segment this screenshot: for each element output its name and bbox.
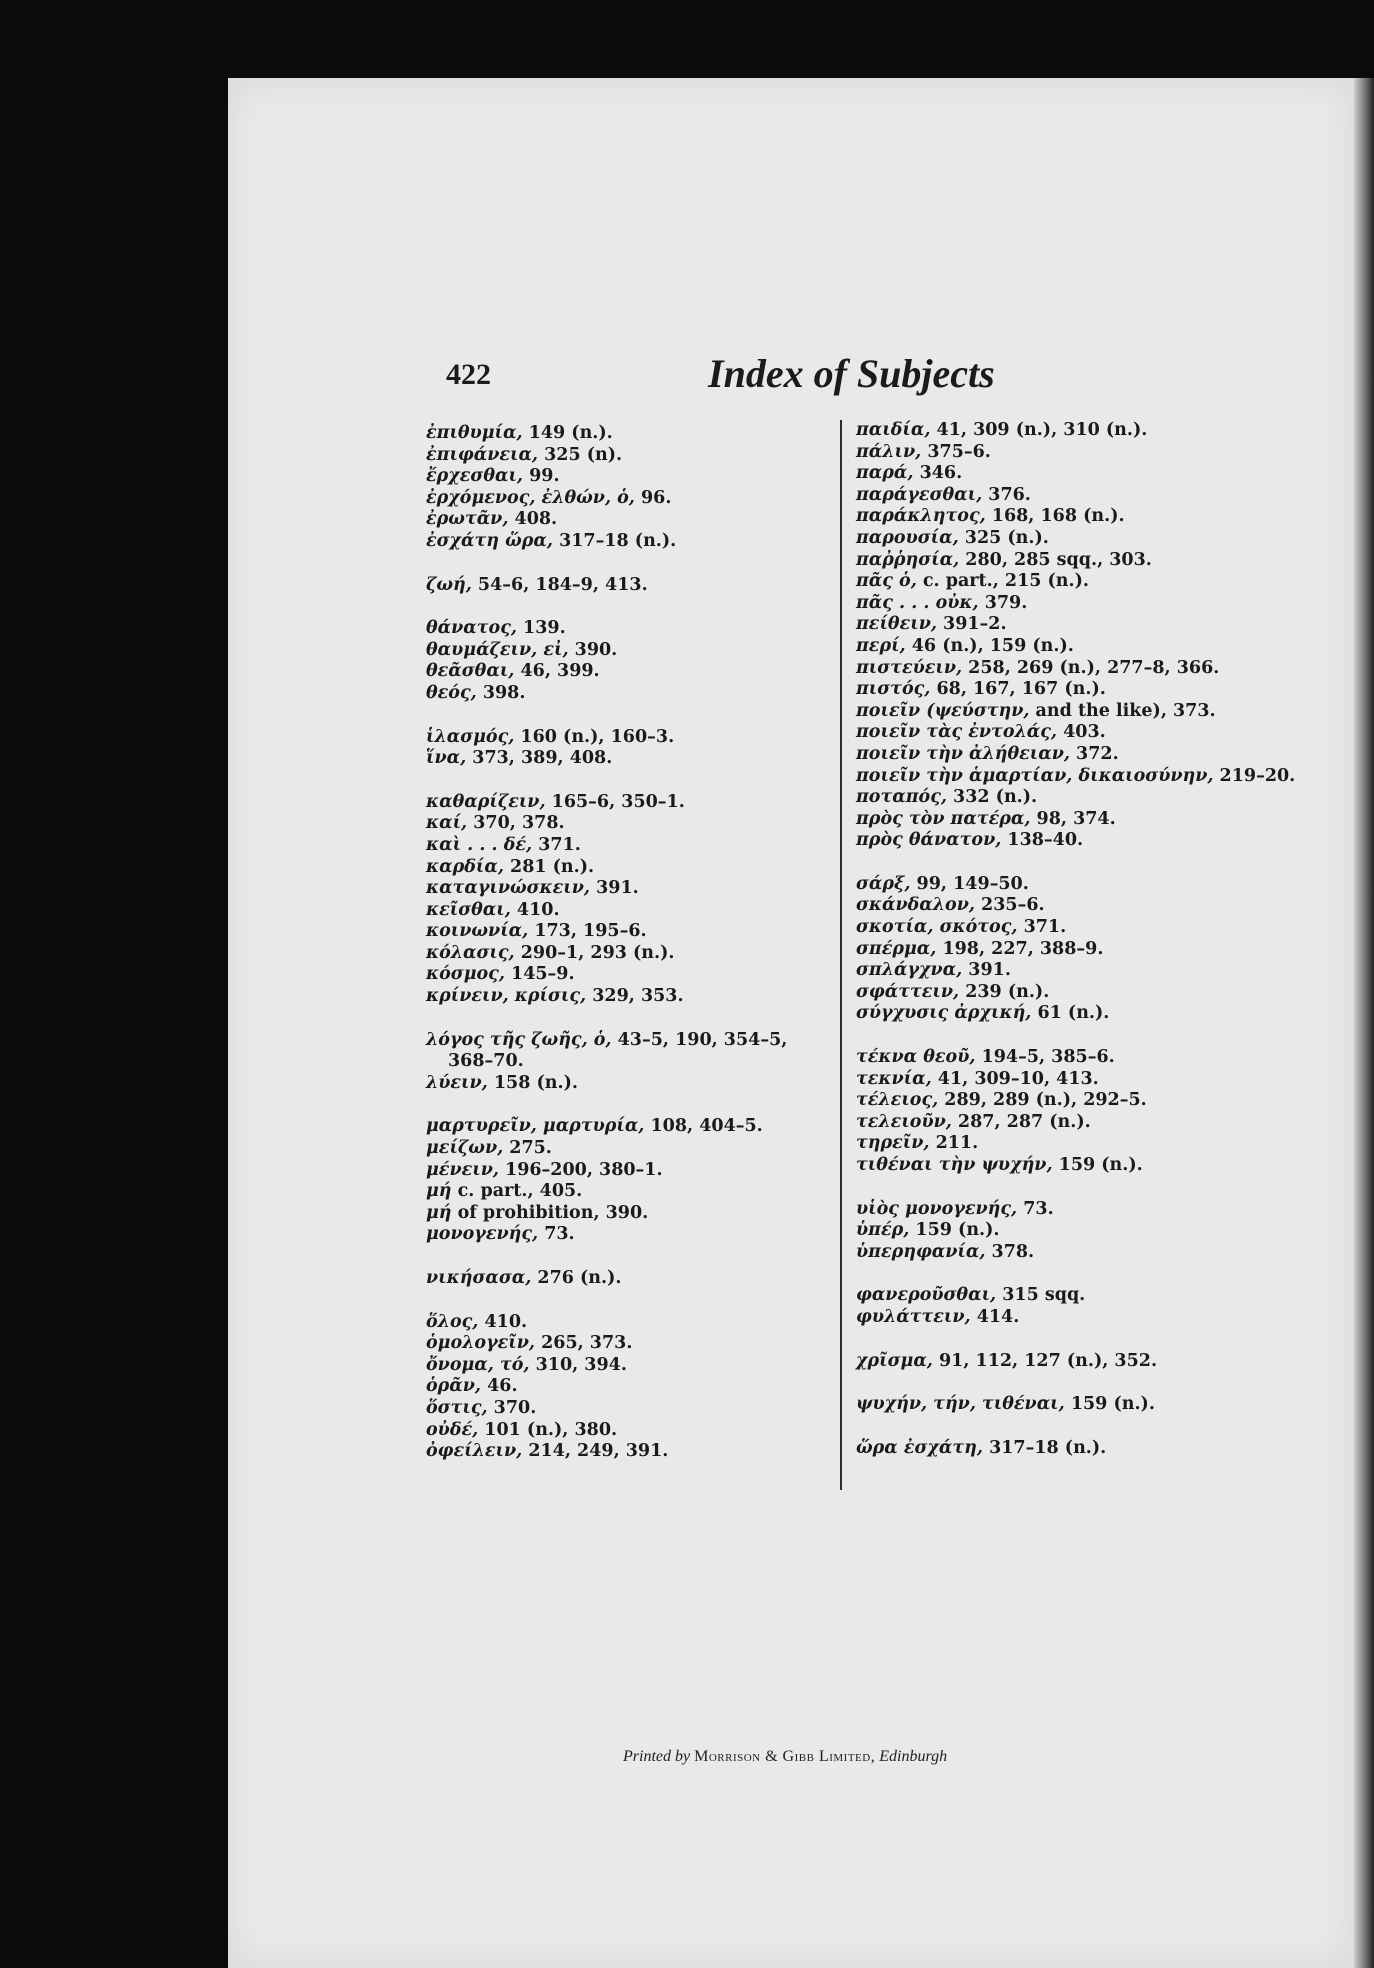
index-entry: [426, 1203, 876, 1225]
index-group: [856, 874, 1356, 1025]
entry-references: 370, 378.: [467, 813, 565, 834]
entry-term: ποιεῖν τὰς ἐντολάς,: [856, 722, 1057, 743]
entry-term: πρὸς θάνατον,: [856, 830, 1002, 851]
entry-references: 160 (n.), 160–3.: [514, 726, 675, 747]
index-entry: [856, 1438, 1356, 1460]
index-entry: [856, 571, 1356, 593]
entry-references: 138–40.: [1001, 830, 1084, 851]
index-entry: [856, 1003, 1356, 1025]
entry-references: 332 (n.).: [946, 787, 1038, 808]
entry-references: 375–6.: [921, 441, 991, 462]
entry-references: 391.: [590, 878, 639, 899]
entry-references: 41, 309–10, 413.: [931, 1068, 1099, 1089]
book-page: [228, 78, 1354, 1968]
entry-term: κεῖσθαι,: [426, 899, 511, 920]
entry-references: 290–1, 293 (n.).: [514, 942, 675, 963]
entry-term: τέλειος,: [856, 1090, 939, 1111]
index-entry: [426, 835, 876, 857]
entry-references: 325 (n.).: [958, 527, 1049, 548]
entry-term: σκοτία, σκότος,: [856, 917, 1018, 938]
entry-references: 317–18 (n.).: [982, 1437, 1107, 1458]
entry-references: 372.: [1069, 743, 1119, 764]
index-entry: [426, 618, 876, 640]
entry-term: θάνατος,: [426, 618, 517, 639]
entry-references: 391–2.: [936, 614, 1007, 635]
index-entry: [426, 792, 876, 814]
entry-references: 239 (n.).: [959, 981, 1050, 1002]
entry-term: ὑπερηφανία,: [856, 1241, 986, 1262]
index-entry: [426, 488, 876, 510]
entry-references: 325 (n).: [538, 444, 623, 465]
index-entry: [856, 982, 1356, 1004]
index-entry: [426, 1441, 876, 1463]
index-entry: [426, 1420, 876, 1442]
index-entry: [426, 1116, 876, 1138]
index-entry: [426, 727, 876, 749]
entry-references: 214, 249, 391.: [522, 1441, 669, 1462]
entry-term: ποιεῖν τὴν ἁμαρτίαν, δικαιοσύνην,: [856, 765, 1214, 786]
index-entry: [856, 506, 1356, 528]
running-title: Index of Subjects: [708, 351, 995, 396]
entry-references: 373, 389, 408.: [466, 748, 613, 769]
entry-term: παράκλητος,: [856, 506, 986, 527]
entry-references: 289, 289 (n.), 292–5.: [938, 1090, 1147, 1111]
index-entry: [856, 960, 1356, 982]
entry-term: ἔρχεσθαι,: [426, 466, 524, 487]
index-entry: [426, 1398, 876, 1420]
index-entry: [856, 1133, 1356, 1155]
index-group: [426, 423, 876, 553]
index-entry: [856, 463, 1356, 485]
entry-references: 378.: [985, 1241, 1035, 1262]
index-entry: [426, 1138, 876, 1160]
index-entry: [856, 679, 1356, 701]
entry-term: νικήσασα,: [426, 1268, 532, 1288]
entry-term: κρίνειν, κρίσις,: [426, 986, 587, 1007]
entry-references: 159 (n.).: [1064, 1394, 1155, 1415]
entry-term: ἵνα,: [426, 748, 467, 769]
entry-references: 99.: [523, 466, 560, 487]
index-entry: [426, 1224, 876, 1246]
entry-term: τελειοῦν,: [856, 1111, 952, 1132]
entry-references: 54–6, 184–9, 413.: [471, 574, 648, 595]
entry-term: πᾶς . . . οὐκ,: [856, 592, 979, 613]
index-entry: [856, 1220, 1356, 1242]
entry-references: 73.: [538, 1224, 575, 1245]
entry-term: πιστεύειν,: [856, 657, 963, 678]
entry-term: ἱλασμός,: [426, 726, 515, 747]
entry-references: 370.: [487, 1397, 537, 1418]
index-entry: [426, 986, 876, 1008]
index-group: [856, 1285, 1356, 1328]
imprint-printer: Morrison & Gibb Limited,: [694, 1748, 876, 1765]
entry-term: μονογενής,: [426, 1224, 539, 1245]
entry-term: ἐρχόμενος, ἐλθών, ὁ,: [426, 487, 635, 508]
index-entry: [426, 748, 876, 770]
entry-references: 346.: [913, 463, 963, 484]
entry-term: χρῖσμα,: [856, 1350, 933, 1371]
index-group: [426, 1030, 876, 1095]
entry-term: ἐσχάτη ὥρα,: [426, 530, 553, 551]
entry-references: 46, 399.: [514, 661, 600, 682]
entry-term: περί,: [856, 635, 906, 656]
index-entry: [856, 744, 1356, 766]
page-number: 422: [446, 358, 491, 391]
entry-term: ὀφείλειν,: [426, 1441, 523, 1462]
entry-references: c. part., 215 (n.).: [916, 571, 1089, 592]
entry-term: καθαρίζειν,: [426, 791, 546, 812]
index-entry: [856, 1199, 1356, 1221]
entry-references: 414.: [970, 1306, 1020, 1327]
entry-references: 408.: [508, 509, 558, 530]
entry-references: 139.: [516, 618, 566, 639]
entry-term: ποιεῖν (ψεύστην,: [856, 700, 1030, 721]
entry-term: ἐρωτᾶν,: [426, 509, 509, 530]
entry-term: ὁμολογεῖν,: [426, 1333, 535, 1354]
index-entry: [856, 1394, 1356, 1416]
entry-references: 98, 374.: [1030, 808, 1116, 829]
entry-term: κοινωνία,: [426, 921, 529, 942]
index-entry: [856, 485, 1356, 507]
index-group: [426, 727, 876, 770]
index-entry: [426, 921, 876, 943]
entry-term: καταγινώσκειν,: [426, 878, 591, 899]
imprint-place: Edinburgh: [879, 1748, 948, 1765]
index-group: [856, 1199, 1356, 1264]
entry-references: 376.: [982, 484, 1031, 505]
entry-term: πιστός,: [856, 679, 931, 700]
index-entry: [856, 658, 1356, 680]
entry-term: μή: [426, 1181, 452, 1202]
index-entry: [856, 1112, 1356, 1134]
entry-references: 315 sqq.: [996, 1285, 1086, 1306]
index-group: [426, 792, 876, 1008]
entry-term: θεᾶσθαι,: [426, 661, 515, 682]
index-entry: [856, 593, 1356, 615]
index-entry: [856, 1047, 1356, 1069]
index-entry: [856, 939, 1356, 961]
index-entry: [426, 900, 876, 922]
printer-imprint: [623, 1748, 947, 1766]
entry-references: 159 (n.).: [1052, 1155, 1143, 1175]
entry-term: σκάνδαλον,: [856, 895, 975, 916]
index-entry: [856, 722, 1356, 744]
entry-term: μή: [426, 1202, 452, 1223]
entry-references: 41, 309 (n.), 310 (n.).: [930, 420, 1148, 440]
entry-term: καί,: [426, 813, 468, 834]
entry-references: 73.: [1017, 1198, 1054, 1219]
index-entry: [856, 830, 1356, 852]
entry-term: πρὸς τὸν πατέρα,: [856, 808, 1031, 829]
entry-term: καρδία,: [426, 856, 504, 877]
index-entry: [856, 701, 1356, 723]
index-entry: [426, 445, 876, 467]
entry-term: ἐπιθυμία,: [426, 423, 523, 443]
entry-references: 96.: [634, 487, 672, 508]
entry-references: 410.: [478, 1311, 528, 1332]
entry-references: 281 (n.).: [503, 856, 595, 877]
entry-term: μείζων,: [426, 1138, 504, 1159]
entry-references: 159 (n.).: [909, 1220, 1000, 1241]
index-entry: [426, 1030, 876, 1052]
entry-term: παῤῥησία,: [856, 549, 960, 570]
entry-term: παρουσία,: [856, 527, 959, 548]
entry-references: 329, 353.: [586, 986, 684, 1007]
index-group: [426, 618, 876, 704]
entry-references: 165–6, 350–1.: [545, 791, 685, 812]
index-group: [426, 1116, 876, 1246]
entry-term: παιδία,: [856, 420, 931, 440]
entry-references: 391.: [962, 960, 1011, 981]
entry-term: πείθειν,: [856, 614, 937, 635]
entry-term: ὅλος,: [426, 1311, 479, 1332]
entry-references: and the like), 373.: [1029, 700, 1216, 721]
entry-references: c. part., 405.: [451, 1181, 583, 1202]
index-entry: [856, 1155, 1356, 1177]
entry-references: 398.: [476, 682, 526, 703]
entry-term: παράγεσθαι,: [856, 484, 983, 505]
index-entry: [856, 420, 1356, 442]
entry-term: πάλιν,: [856, 441, 922, 462]
entry-references: 368–70.: [448, 1051, 524, 1072]
entry-term: ὑπέρ,: [856, 1220, 910, 1241]
index-entry: [426, 1355, 876, 1377]
index-entry: [426, 509, 876, 531]
entry-references: 101 (n.), 380.: [478, 1419, 618, 1440]
entry-term: τηρεῖν,: [856, 1133, 930, 1154]
entry-references: 287, 287 (n.).: [951, 1111, 1091, 1132]
entry-term: τέκνα θεοῦ,: [856, 1047, 976, 1068]
entry-term: μένειν,: [426, 1159, 499, 1180]
entry-term: υἱὸς μονογενής,: [856, 1198, 1018, 1219]
index-group: [426, 1312, 876, 1463]
index-entry: [856, 614, 1356, 636]
index-entry: [856, 1242, 1356, 1264]
entry-references: 46 (n.), 159 (n.).: [905, 635, 1074, 656]
index-entry: [426, 1268, 876, 1290]
index-entry: [426, 1312, 876, 1334]
index-entry: [426, 1376, 876, 1398]
entry-references: 194–5, 385–6.: [975, 1047, 1115, 1068]
entry-term: θαυμάζειν, εἰ,: [426, 639, 569, 660]
entry-references: 371.: [1017, 917, 1067, 938]
entry-references: 46.: [481, 1376, 518, 1397]
index-entry: [856, 787, 1356, 809]
entry-term: σπλάγχνα,: [856, 960, 963, 981]
entry-term: σπέρμα,: [856, 938, 937, 959]
index-entry: [856, 1090, 1356, 1112]
index-entry: [426, 943, 876, 965]
entry-references: 173, 195–6.: [528, 921, 647, 942]
entry-references: 258, 269 (n.), 277–8, 366.: [962, 657, 1220, 678]
entry-references: 99, 149–50.: [910, 873, 1029, 894]
index-entry: [856, 1307, 1356, 1329]
index-entry: [426, 661, 876, 683]
entry-references: 280, 285 sqq., 303.: [959, 549, 1152, 570]
entry-references: 371.: [532, 834, 581, 855]
entry-references: 410.: [510, 899, 560, 920]
index-entry: [856, 442, 1356, 464]
entry-references: 235–6.: [974, 895, 1045, 916]
index-entry: [426, 575, 876, 597]
entry-references: 168, 168 (n.).: [985, 506, 1125, 527]
entry-term: μαρτυρεῖν, μαρτυρία,: [426, 1116, 645, 1137]
entry-term: ἐπιφάνεια,: [426, 444, 539, 465]
index-entry: [856, 895, 1356, 917]
index-entry: [426, 531, 876, 553]
index-entry: [856, 550, 1356, 572]
entry-references: 158 (n.).: [487, 1072, 578, 1093]
entry-term: λύειν,: [426, 1072, 488, 1093]
entry-references: 265, 373.: [535, 1333, 633, 1354]
entry-references: 219–20.: [1213, 765, 1296, 786]
entry-references: 211.: [929, 1133, 979, 1154]
index-entry: [856, 1285, 1356, 1307]
entry-references: of prohibition, 390.: [451, 1202, 649, 1223]
index-entry: [856, 528, 1356, 550]
entry-references: 310, 394.: [529, 1354, 627, 1375]
entry-term: κόσμος,: [426, 964, 505, 985]
index-entry: [426, 466, 876, 488]
entry-references: 43–5, 190, 354–5,: [611, 1029, 788, 1050]
entry-references: 61 (n.).: [1031, 1003, 1110, 1024]
index-group: [856, 1438, 1356, 1460]
entry-term: ζωή,: [426, 574, 472, 595]
index-group: [426, 1268, 876, 1290]
index-entry: [426, 683, 876, 705]
entry-term: λόγος τῆς ζωῆς, ὁ,: [426, 1029, 612, 1050]
entry-term: παρά,: [856, 463, 914, 484]
index-entry: [426, 1160, 876, 1182]
entry-references: 403.: [1057, 722, 1106, 743]
index-entry: [856, 917, 1356, 939]
index-entry: [856, 874, 1356, 896]
index-entry: [426, 964, 876, 986]
index-entry: [426, 1181, 876, 1203]
index-column-left: [426, 423, 876, 1485]
entry-references: 379.: [978, 592, 1028, 613]
entry-references: 198, 227, 388–9.: [936, 938, 1104, 959]
entry-term: σύγχυσις ἀρχική,: [856, 1003, 1032, 1024]
index-column-right: [840, 420, 1356, 1490]
entry-term: πᾶς ὁ,: [856, 571, 917, 592]
index-group: [856, 420, 1356, 852]
entry-term: κόλασις,: [426, 942, 515, 963]
index-entry: [856, 1351, 1356, 1373]
index-group: [856, 1047, 1356, 1177]
entry-references: 390.: [568, 639, 618, 660]
entry-term: οὐδέ,: [426, 1419, 479, 1440]
entry-references: 68, 167, 167 (n.).: [930, 679, 1106, 700]
entry-term: ὄνομα, τό,: [426, 1354, 530, 1375]
page-edge: [1354, 78, 1374, 1968]
entry-references: 317–18 (n.).: [552, 530, 677, 551]
entry-references: 145–9.: [504, 964, 575, 985]
index-entry: [426, 423, 876, 445]
index-entry: [856, 636, 1356, 658]
imprint-printed-by: Printed by: [623, 1748, 691, 1765]
entry-term: φανεροῦσθαι,: [856, 1285, 997, 1306]
entry-term: σφάττειν,: [856, 981, 960, 1002]
entry-references: 275.: [503, 1138, 552, 1159]
index-entry: [426, 1073, 876, 1095]
entry-references: 91, 112, 127 (n.), 352.: [932, 1350, 1158, 1371]
index-entry: [856, 1069, 1356, 1091]
index-entry: [856, 809, 1356, 831]
entry-term: ποταπός,: [856, 787, 947, 808]
index-entry: [426, 878, 876, 900]
entry-term: σάρξ,: [856, 873, 911, 894]
index-group: [426, 575, 876, 597]
entry-term: τεκνία,: [856, 1068, 932, 1089]
index-entry: [856, 766, 1356, 788]
entry-references: 196–200, 380–1.: [498, 1159, 663, 1180]
index-entry: [426, 813, 876, 835]
entry-references: 149 (n.).: [522, 423, 613, 443]
index-group: [856, 1394, 1356, 1416]
index-entry: [426, 1051, 876, 1073]
entry-term: θεός,: [426, 682, 477, 703]
entry-term: φυλάττειν,: [856, 1306, 971, 1327]
index-entry: [426, 1333, 876, 1355]
entry-term: ψυχήν, τήν, τιθέναι,: [856, 1394, 1065, 1415]
entry-term: ὁρᾶν,: [426, 1376, 482, 1397]
entry-term: ὥρα ἐσχάτη,: [856, 1437, 983, 1458]
entry-references: 108, 404–5.: [644, 1116, 763, 1137]
index-entry: [426, 857, 876, 879]
entry-term: ποιεῖν τὴν ἀλήθειαν,: [856, 743, 1070, 764]
entry-references: 276 (n.).: [531, 1268, 622, 1288]
entry-term: ὅστις,: [426, 1397, 488, 1418]
index-entry: [426, 640, 876, 662]
entry-term: καὶ . . . δέ,: [426, 834, 533, 855]
entry-term: τιθέναι τὴν ψυχήν,: [856, 1155, 1053, 1175]
index-group: [856, 1351, 1356, 1373]
